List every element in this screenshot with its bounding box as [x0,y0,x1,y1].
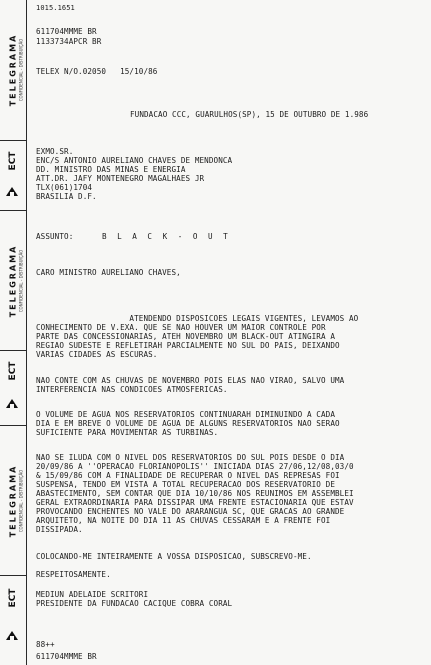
sidebar-ect-segment [0,575,26,621]
body-line: 20/09/86 A ''OPERACAO FLORIANOPOLIS'' INICIADA DIAS 27/06,12/08,03/0 [36,462,354,471]
ect-label: ECT [8,361,18,381]
sidebar-segment [0,210,26,351]
body-line: PROVOCANDO ENCHENTES NO VALE DO ARARANGUA SC, QUE GRACAS AO GRANDE [36,507,345,516]
regards-line: RESPEITOSAMENTE. [36,570,111,579]
sidebar-sub-label: CONFIDENCIAL - DISTRIBUIÇÃO [18,38,24,102]
body-line: O VOLUME DE AGUA NOS RESERVATORIOS CONTINUARAH DIMINUINDO A CADA [36,410,335,419]
body-line: INTERFERENCIA NAS CONDICOES ATMOSFERICAS. [36,385,228,394]
body-line: NAO SE ILUDA COM O NIVEL DOS RESERVATORIOS DO SUL POIS DESDE O DIA [36,453,345,462]
ect-label: ECT [8,588,18,608]
sidebar-segment [0,0,26,140]
signature-name: MEDIUN ADELAIDE SCRITORI [36,590,149,599]
body-line: CONHECIMENTO DE V.EXA. QUE SE NAO HOUVER UM MAIOR CONTROLE POR [36,323,326,332]
sender-code: 611704MMME BR [36,27,97,36]
ect-logo-icon [5,630,19,641]
body-line: & 15/09/86 COM A FINALIDADE DE RECUPERAR O NIVEL DAS REPRESAS FOI [36,471,340,480]
sidebar-sub-label: CONFIDENCIAL - DISTRIBUIÇÃO [18,249,24,313]
body-line: ARQUITETO, NA NOITE DO DIA 11 AS CHUVAS CESSARAM E A FRENTE FOI [36,516,331,525]
body-line: REGIAO SUDESTE E REFLETIRAH PARCIALMENTE NO SUL DO PAIS, DEIXANDO [36,341,340,350]
recipient-line: DD. MINISTRO DAS MINAS E ENERGIA [36,165,186,174]
body-line: DIA E EM BREVE O VOLUME DE AGUA DE ALGUNS RESERVATORIOS NAO SERAO [36,419,340,428]
body-line: NAO CONTE COM AS CHUVAS DE NOVEMBRO POIS ELAS NAO VIRAO, SALVO UMA [36,376,345,385]
ect-logo-icon [5,186,19,197]
subject-value: B L A C K - O U T [102,232,231,241]
sidebar-label: TELEGRAMA [8,464,18,538]
sidebar-segment [0,425,26,576]
sidebar-sub-label: CONFIDENCIAL - DISTRIBUIÇÃO [18,469,24,533]
recipient-line: ATT.DR. JAFY MONTENEGRO MAGALHAES JR [36,174,205,183]
body-line: SUSPENSA, TENDO EM VISTA A TOTAL RECUPERACAO DOS RESERVATORIO DE [36,480,335,489]
body-line: ATENDENDO DISPOSICOES LEGAIS VIGENTES, LEVAMOS AO [36,314,359,323]
body-line: GERAL EXTRAORDINARIA PARA DISSIPAR UMA FRENTE ESTACIONARIA QUE ESTAV [36,498,354,507]
sidebar-label: TELEGRAMA [8,33,18,107]
body-line: PARTE DAS CONCESSIONARIAS, ATEH NOVEMBRO UM BLACK-OUT ATINGIRA A [36,332,335,341]
place-date: FUNDACAO CCC, GUARULHOS(SP), 15 DE OUTUBRO DE 1.986 [130,110,369,119]
telegram-sidebar [0,0,27,665]
sidebar-ect-segment [0,140,26,181]
ect-label: ECT [8,151,18,171]
recipient-line: ENC/S ANTONIO AURELIANO CHAVES DE MENDONCA [36,156,233,165]
signature-title: PRESIDENTE DA FUNDACAO CACIQUE COBRA CORAL [36,599,233,608]
recipient-line: EXMO.SR. [36,147,74,156]
footer-line: 611704MMME BR [36,652,97,661]
sidebar-ect-segment [0,350,26,391]
footer-line: 88++ [36,640,55,649]
salutation: CARO MINISTRO AURELIANO CHAVES, [36,268,181,277]
body-line: SUFICIENTE PARA MOVIMENTAR AS TURBINAS. [36,428,219,437]
reference-number: 1015.1651 [36,4,75,12]
sidebar-label: TELEGRAMA [8,244,18,318]
body-line: ABASTECIMENTO, SEM CONTAR QUE DIA 10/10/86 NOS REUNIMOS EM ASSEMBLEI [36,489,354,498]
closing-line: COLOCANDO-ME INTEIRAMENTE A VOSSA DISPOSICAO, SUBSCREVO-ME. [36,552,312,561]
body-line: VARIAS CIDADES AS ESCURAS. [36,350,158,359]
subject-label: ASSUNTO: [36,232,74,241]
recipient-line: BRASILIA D.F. [36,192,97,201]
recipient-line: TLX(061)1704 [36,183,93,192]
telex-number-date: TELEX N/O.02050 15/10/86 [36,67,158,76]
receiver-code: 1133734APCR BR [36,37,102,46]
body-line: DISSIPADA. [36,525,83,534]
ect-logo-icon [5,398,19,409]
